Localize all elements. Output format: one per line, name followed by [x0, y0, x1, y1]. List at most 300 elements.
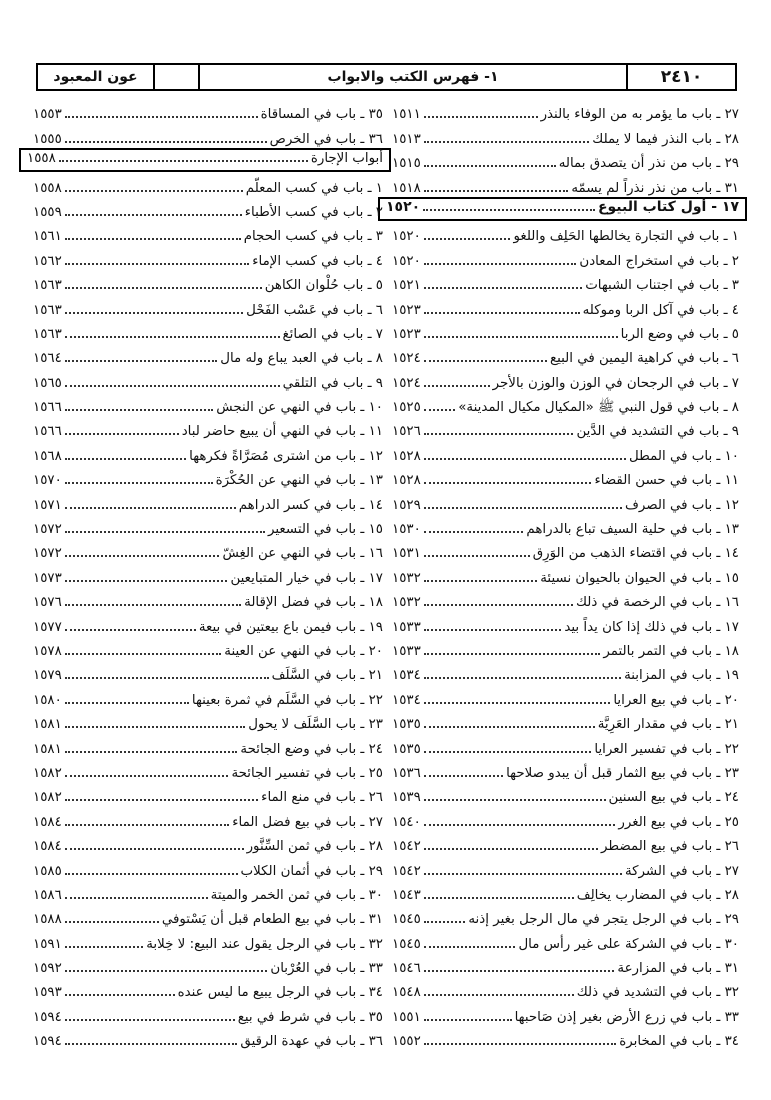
dot-leader — [65, 847, 244, 850]
dot-leader — [424, 896, 574, 899]
dot-leader — [65, 652, 222, 655]
entry-page-number: ١٥٨٢ — [33, 765, 62, 781]
entry-page-number: ١٥٧٣ — [33, 570, 62, 586]
index-entry — [392, 343, 739, 367]
index-entry — [392, 172, 739, 196]
entry-page-number: ١٥١٥ — [392, 156, 421, 172]
entry-title: ٩ ـ باب في التشديد في الدَّين — [576, 424, 739, 440]
right-column — [386, 99, 739, 1050]
entry-page-number: ١٥٣٩ — [392, 790, 421, 806]
entry-title: ٢٩ ـ باب في أثمان الكلاب — [240, 863, 383, 879]
dot-leader — [65, 872, 238, 875]
dot-leader — [424, 311, 580, 314]
dot-leader — [65, 359, 217, 362]
index-entry — [392, 392, 739, 416]
entry-title: ٢٦ ـ باب في منع الماء — [261, 790, 383, 806]
entry-page-number: ١٥٤٠ — [392, 814, 421, 830]
entry-page-number: ١٥٦١ — [33, 229, 62, 245]
entry-page-number: ١٥٦٦ — [33, 424, 62, 440]
entry-page-number: ١٥٢٣ — [392, 326, 421, 342]
entry-title: ٣٥ ـ باب في شرط في بيع — [237, 1009, 383, 1025]
dot-leader — [65, 1018, 235, 1021]
entry-page-number: ١٥٥٨ — [33, 180, 62, 196]
index-entry — [33, 1001, 383, 1025]
dot-leader — [65, 603, 241, 606]
index-entry — [392, 660, 739, 684]
entry-title: ٢٨ ـ باب النذر فيما لا يملك — [592, 131, 739, 147]
entry-title: ١٦ ـ باب في الرخصة في ذلك — [576, 595, 739, 611]
index-entry — [392, 1026, 739, 1050]
index-entry — [33, 806, 383, 830]
dot-leader — [424, 823, 616, 826]
dot-leader — [424, 140, 590, 143]
entry-page-number: ١٥٢٣ — [392, 302, 421, 318]
index-entry — [33, 904, 383, 928]
dot-leader — [424, 920, 466, 923]
dot-leader — [65, 286, 262, 289]
entry-page-number: ١٥٢٠ — [386, 198, 421, 215]
dot-leader — [424, 701, 611, 704]
entry-title: ٢٩ ـ باب في الرجل يتجر في مال الرجل بغير إذنه — [468, 912, 739, 928]
dot-leader — [65, 823, 229, 826]
entry-title: ١٣ ـ باب في النهي عن الحُكْرَة — [215, 473, 383, 489]
dot-leader — [65, 579, 228, 582]
dot-leader — [424, 798, 606, 801]
index-entry — [392, 636, 739, 660]
dot-leader — [65, 213, 242, 216]
entry-page-number: ١٥٤٦ — [392, 961, 421, 977]
index-entry — [33, 587, 383, 611]
index-entry — [33, 928, 383, 952]
dot-leader — [65, 335, 280, 338]
entry-title: ٢٧ ـ باب ما يؤمر به من الوفاء بالنذر — [540, 107, 739, 123]
entry-page-number: ١٥٣٣ — [392, 643, 421, 659]
index-entry — [392, 709, 739, 733]
dot-leader — [65, 530, 265, 533]
entry-title: ٣ ـ باب في كسب الحجام — [243, 229, 383, 245]
index-entry — [33, 782, 383, 806]
index-entry — [392, 758, 739, 782]
dot-leader — [65, 750, 238, 753]
dot-leader — [65, 969, 268, 972]
entry-page-number: ١٥٢٤ — [392, 351, 421, 367]
entry-page-number: ١٥١٨ — [392, 180, 421, 196]
index-entry — [33, 270, 383, 294]
index-entry — [33, 1026, 383, 1050]
entry-page-number: ١٥٣٣ — [392, 619, 421, 635]
index-entry — [392, 294, 739, 318]
entry-page-number: ١٥٢٩ — [392, 497, 421, 513]
entry-page-number: ١٥٨٨ — [33, 912, 62, 928]
dot-leader — [65, 920, 159, 923]
entry-page-number: ١٥٧٧ — [33, 619, 62, 635]
entry-page-number: ١٥٥٢ — [392, 1034, 421, 1050]
dot-leader — [424, 652, 601, 655]
entry-page-number: ١٥٣٥ — [392, 741, 421, 757]
dot-leader — [424, 847, 598, 850]
index-entry — [392, 782, 739, 806]
entry-page-number: ١٥٩٣ — [33, 985, 62, 1001]
entry-page-number: ١٥٨٠ — [33, 692, 62, 708]
entry-title: ٢٠ ـ باب في النهي عن العينة — [224, 643, 383, 659]
entry-title: ١٦ ـ باب في النهي عن الغِشّ — [222, 546, 383, 562]
entry-title: ٢٦ ـ باب في بيع المضطر — [601, 839, 739, 855]
entry-page-number: ١٥٦٢ — [33, 253, 62, 269]
entry-title: ١٩ ـ باب فيمن باع بيعتين في بيعة — [198, 619, 383, 635]
entry-page-number: ١٥٣٤ — [392, 668, 421, 684]
entry-page-number: ١٥٢٠ — [392, 253, 421, 269]
entry-page-number: ١٥٢٦ — [392, 424, 421, 440]
dot-leader — [424, 115, 538, 118]
index-entry — [392, 367, 739, 391]
entry-page-number: ١٥٩١ — [33, 936, 62, 952]
entry-title: ٣٢ ـ باب في الرجل يقول عند البيع: لا خِلابة — [146, 936, 383, 952]
entry-page-number: ١٥٤٢ — [392, 839, 421, 855]
dot-leader — [65, 311, 243, 314]
entry-title: أبواب الإجارة — [310, 151, 383, 167]
dot-leader — [65, 701, 189, 704]
index-entry — [33, 831, 383, 855]
entry-page-number: ١٥٣٦ — [392, 765, 421, 781]
index-entry — [33, 855, 383, 879]
entry-page-number: ١٥٧٢ — [33, 546, 62, 562]
index-entry — [392, 1001, 739, 1025]
index-entry — [33, 392, 383, 416]
entry-page-number: ١٥٧٨ — [33, 643, 62, 659]
dot-leader — [424, 750, 592, 753]
index-entry — [392, 611, 739, 635]
dot-leader — [65, 993, 175, 996]
header-title: ١- فهرس الكتب والابواب — [198, 65, 626, 89]
entry-title: ١ ـ باب في كسب المعلّم — [245, 180, 383, 196]
dot-leader — [65, 481, 213, 484]
entry-page-number: ١٥٥١ — [392, 1009, 421, 1025]
entry-page-number: ١٥١١ — [392, 107, 421, 123]
entry-title: ٢٥ ـ باب في تفسير الجائحة — [231, 765, 383, 781]
entry-page-number: ١٥٦٣ — [33, 278, 62, 294]
entry-title: ٢٧ ـ باب في بيع فضل الماء — [232, 814, 383, 830]
section-heading-row — [19, 148, 391, 172]
index-entry — [392, 855, 739, 879]
page-header — [36, 63, 737, 91]
entry-page-number: ١٥٤٥ — [392, 936, 421, 952]
entry-page-number: ١٥١٣ — [392, 131, 421, 147]
entry-title: ١٧ ـ باب في ذلك إذا كان يداً بيد — [564, 619, 739, 635]
index-entry — [392, 514, 739, 538]
dot-leader — [65, 628, 196, 631]
index-entry — [33, 636, 383, 660]
entry-title: ٢٨ ـ باب في المضارب يخالِف — [576, 887, 739, 903]
dot-leader — [65, 896, 208, 899]
dot-leader — [424, 628, 562, 631]
index-entry — [33, 733, 383, 757]
entry-title: ٧ ـ باب في الرجحان في الوزن والوزن بالأجر — [492, 375, 739, 391]
entry-page-number: ١٥٨٦ — [33, 887, 62, 903]
entry-title: ٢٣ ـ باب السَّلَف لا يحول — [248, 717, 383, 733]
dot-leader — [424, 774, 503, 777]
entry-page-number: ١٥٨٤ — [33, 839, 62, 855]
entry-title: ٨ ـ باب في قول النبي ﷺ «المكيال مكيال المدينة» — [458, 400, 739, 416]
dot-leader — [424, 872, 622, 875]
index-entry — [33, 684, 383, 708]
entry-title: ١٨ ـ باب في التمر بالتمر — [603, 643, 739, 659]
entry-page-number: ١٥٥٥ — [33, 131, 62, 147]
dot-leader — [424, 189, 569, 192]
index-entry — [392, 245, 739, 269]
page-number: ٢٤١٠ — [626, 65, 735, 89]
index-entry — [33, 319, 383, 343]
dot-leader — [424, 725, 595, 728]
index-entry — [392, 465, 739, 489]
entry-title: ٢١ ـ باب في مقدار العَرِيَّة — [597, 717, 739, 733]
entry-title: ٣٣ ـ باب في زرع الأرض بغير إذن صَاحبها — [514, 1009, 739, 1025]
dot-leader — [424, 1042, 617, 1045]
entry-title: ٦ ـ باب في كراهية اليمين في البيع — [549, 351, 739, 367]
entry-page-number: ١٥٢٥ — [392, 400, 421, 416]
dot-leader — [424, 237, 511, 240]
entry-page-number: ١٥٣١ — [392, 546, 421, 562]
index-entry — [33, 172, 383, 196]
entry-title: ٤ ـ باب في كسب الإماء — [252, 253, 383, 269]
index-entry — [33, 465, 383, 489]
dot-leader — [424, 993, 574, 996]
index-entry — [33, 197, 383, 221]
index-entry — [392, 221, 739, 245]
entry-page-number: ١٥٢٨ — [392, 448, 421, 464]
dot-leader — [424, 408, 455, 411]
entry-title: ٢٢ ـ باب في السَّلَم في ثمرة بعينها — [191, 692, 383, 708]
entry-page-number: ١٥٩٤ — [33, 1034, 62, 1050]
entry-title: ٩ ـ باب في التلقي — [282, 375, 383, 391]
dot-leader — [424, 457, 626, 460]
entry-title: ٢ ـ باب في استخراج المعادن — [579, 253, 739, 269]
entry-page-number: ١٥٤٣ — [392, 887, 421, 903]
entry-page-number: ١٥٣٢ — [392, 570, 421, 586]
entry-page-number: ١٥٧٠ — [33, 473, 62, 489]
entry-title: ٣٦ ـ باب في عهدة الرقيق — [240, 1034, 383, 1050]
entry-title: ١٤ ـ باب في اقتضاء الذهب من الوَرِق — [532, 546, 739, 562]
header-spacer — [153, 65, 198, 89]
dot-leader — [424, 335, 618, 338]
entry-page-number: ١٥٨٤ — [33, 814, 62, 830]
dot-leader — [424, 603, 573, 606]
index-entry — [33, 709, 383, 733]
left-column — [27, 99, 383, 1050]
index-entry — [33, 245, 383, 269]
dot-leader — [59, 159, 308, 162]
entry-title: ٦ ـ باب في عَسْب الفَحْل — [246, 302, 383, 318]
index-entry — [33, 660, 383, 684]
index-entry — [392, 489, 739, 513]
entry-title: ٣ ـ باب في اجتناب الشبهات — [585, 278, 739, 294]
entry-page-number: ١٥٧١ — [33, 497, 62, 513]
entry-title: ١١ ـ باب في حسن القضاء — [594, 473, 739, 489]
dot-leader — [65, 432, 179, 435]
entry-title: ٢ ـ باب في كسب الأطباء — [244, 204, 383, 220]
index-entry — [33, 221, 383, 245]
dot-leader — [65, 140, 267, 143]
index-entry — [33, 880, 383, 904]
index-entry — [392, 440, 739, 464]
entry-title: ٢٢ ـ باب في تفسير العرايا — [594, 741, 739, 757]
entry-title: ٨ ـ باب في العبد يباع وله مال — [220, 351, 383, 367]
index-entry — [392, 99, 739, 123]
entry-title: ٢٤ ـ باب في وضع الجائحة — [240, 741, 383, 757]
entry-title: ٣٥ ـ باب في المساقاة — [260, 107, 383, 123]
dot-leader — [65, 554, 220, 557]
entry-page-number: ١٥٤٨ — [392, 985, 421, 1001]
dot-leader — [65, 676, 269, 679]
entry-page-number: ١٥٦٨ — [33, 448, 62, 464]
dot-leader — [424, 969, 615, 972]
entry-page-number: ١٥٧٩ — [33, 668, 62, 684]
entry-title: ٢٣ ـ باب في بيع الثمار قبل أن يبدو صلاحها — [506, 765, 739, 781]
entry-page-number: ١٥٤٥ — [392, 912, 421, 928]
entry-title: ٣١ ـ باب من نذر نذراً لم يسمّه — [571, 180, 739, 196]
entry-title: ٢٤ ـ باب في بيع السنين — [608, 790, 739, 806]
entry-page-number: ١٥٩٤ — [33, 1009, 62, 1025]
dot-leader — [424, 554, 530, 557]
entry-page-number: ١٥٦٤ — [33, 351, 62, 367]
index-entry — [392, 319, 739, 343]
dot-leader — [424, 1018, 512, 1021]
entry-page-number: ١٥٢٤ — [392, 375, 421, 391]
entry-title: ٢١ ـ باب في السَّلَف — [271, 668, 383, 684]
dot-leader — [424, 432, 574, 435]
entry-title: ٤ ـ باب في آكل الربا وموكله — [582, 302, 739, 318]
index-entry — [392, 904, 739, 928]
entry-page-number: ١٥٦٥ — [33, 375, 62, 391]
entry-page-number: ١٥٥٩ — [33, 204, 62, 220]
entry-title: ١٥ ـ باب في التسعير — [268, 522, 383, 538]
entry-page-number: ١٥٦٣ — [33, 302, 62, 318]
book-title: عون المعبود — [53, 69, 138, 85]
index-entry — [33, 562, 383, 586]
entry-title: ١٢ ـ باب في الصرف — [625, 497, 739, 513]
entry-page-number: ١٥٢٨ — [392, 473, 421, 489]
dot-leader — [65, 506, 236, 509]
dot-leader — [65, 798, 258, 801]
index-entry — [33, 294, 383, 318]
index-entry — [33, 440, 383, 464]
entry-page-number: ١٥٨٢ — [33, 790, 62, 806]
dot-leader — [424, 359, 547, 362]
entry-title: ١٢ ـ باب من اشترى مُصَرَّاةً فكرهها — [189, 448, 383, 464]
entry-title: ١٧ ـ باب في خيار المتبايعين — [230, 570, 383, 586]
entry-page-number: ١٥٦٦ — [33, 400, 62, 416]
entry-title: ١٣ ـ باب في حلية السيف تباع بالدراهم — [526, 522, 739, 538]
entry-title: ١١ ـ باب في النهي أن يبيع حاضر لباد — [181, 424, 383, 440]
entry-page-number: ١٥٣٠ — [392, 522, 421, 538]
entry-page-number: ١٥٨١ — [33, 717, 62, 733]
entry-title: ٣٦ ـ باب في الخرص — [269, 131, 383, 147]
entry-page-number: ١٥٧٦ — [33, 595, 62, 611]
entry-title: ٥ ـ باب في وضع الربا — [620, 326, 739, 342]
entry-title: ١٨ ـ باب في فضل الإقالة — [244, 595, 383, 611]
entry-title: ٧ ـ باب في الصائغ — [282, 326, 383, 342]
index-entry — [392, 270, 739, 294]
index-entry — [33, 416, 383, 440]
index-entry — [33, 611, 383, 635]
entry-title: ١ ـ باب في التجارة يخالطها الحَلِف واللغو — [513, 229, 739, 245]
index-entry — [392, 880, 739, 904]
dot-leader — [65, 1042, 238, 1045]
entry-page-number: ١٥٣٤ — [392, 692, 421, 708]
index-entry — [33, 538, 383, 562]
dot-leader — [424, 945, 516, 948]
entry-title: ١٧ - أول كتاب البيوع — [597, 198, 739, 215]
index-entry — [33, 123, 383, 147]
dot-leader — [424, 506, 622, 509]
dot-leader — [65, 408, 213, 411]
dot-leader — [424, 579, 537, 582]
index-entry — [392, 684, 739, 708]
entry-title: ١٥ ـ باب في الحيوان بالحيوان نسيئة — [540, 570, 739, 586]
entry-title: ٣٤ ـ باب في الرجل يبيع ما ليس عنده — [177, 985, 383, 1001]
index-entry — [392, 148, 739, 172]
entry-title: ١٠ ـ باب في النهي عن النجش — [216, 400, 383, 416]
dot-leader — [65, 237, 241, 240]
index-entry — [33, 99, 383, 123]
entry-page-number: ١٥٤٢ — [392, 863, 421, 879]
dot-leader — [65, 774, 229, 777]
index-entry — [392, 733, 739, 757]
dot-leader — [65, 945, 143, 948]
entry-title: ٣٣ ـ باب في العُرْبان — [270, 961, 383, 977]
index-entry — [392, 831, 739, 855]
index-entry — [392, 806, 739, 830]
entry-title: ٢٠ ـ باب في بيع العرايا — [613, 692, 739, 708]
entry-title: ٣٤ ـ باب في المخابرة — [619, 1034, 739, 1050]
entry-page-number: ١٥٩٢ — [33, 961, 62, 977]
index-entry — [33, 953, 383, 977]
entry-title: ١٩ ـ باب في المزابنة — [624, 668, 739, 684]
index-entry — [392, 928, 739, 952]
index-entry — [392, 977, 739, 1001]
entry-page-number: ١٥٨٥ — [33, 863, 62, 879]
dot-leader — [424, 164, 556, 167]
dot-leader — [65, 189, 243, 192]
dot-leader — [423, 208, 595, 211]
entry-title: ٢٩ ـ باب من نذر أن يتصدق بماله — [558, 156, 739, 172]
index-entry — [392, 416, 739, 440]
dot-leader — [424, 286, 582, 289]
entry-title: ١٠ ـ باب في المطل — [629, 448, 739, 464]
index-entry — [33, 343, 383, 367]
entry-title: ٣٠ ـ باب في ثمن الخمر والميتة — [210, 887, 383, 903]
index-entry — [392, 953, 739, 977]
index-entry — [392, 538, 739, 562]
index-entry — [392, 123, 739, 147]
entry-title: ٢٥ ـ باب في بيع الغرر — [618, 814, 739, 830]
entry-page-number: ١٥٨١ — [33, 741, 62, 757]
dot-leader — [424, 262, 577, 265]
dot-leader — [424, 384, 490, 387]
entry-page-number: ١٥٥٨ — [27, 151, 56, 167]
index-entry — [33, 758, 383, 782]
index-entry — [33, 367, 383, 391]
entry-page-number: ١٥٣٥ — [392, 717, 421, 733]
dot-leader — [65, 457, 186, 460]
entry-title: ٣٠ ـ باب في الشركة على غير رأس مال — [518, 936, 739, 952]
entry-title: ٢٨ ـ باب في ثمن السِّنَّور — [246, 839, 383, 855]
index-entry — [33, 977, 383, 1001]
entry-page-number: ١٥٢١ — [392, 278, 421, 294]
entry-title: ٣١ ـ باب في المزارعة — [617, 961, 739, 977]
entry-title: ٣٢ ـ باب في التشديد في ذلك — [576, 985, 739, 1001]
entry-page-number: ١٥٧٢ — [33, 522, 62, 538]
entry-page-number: ١٥٢٠ — [392, 229, 421, 245]
